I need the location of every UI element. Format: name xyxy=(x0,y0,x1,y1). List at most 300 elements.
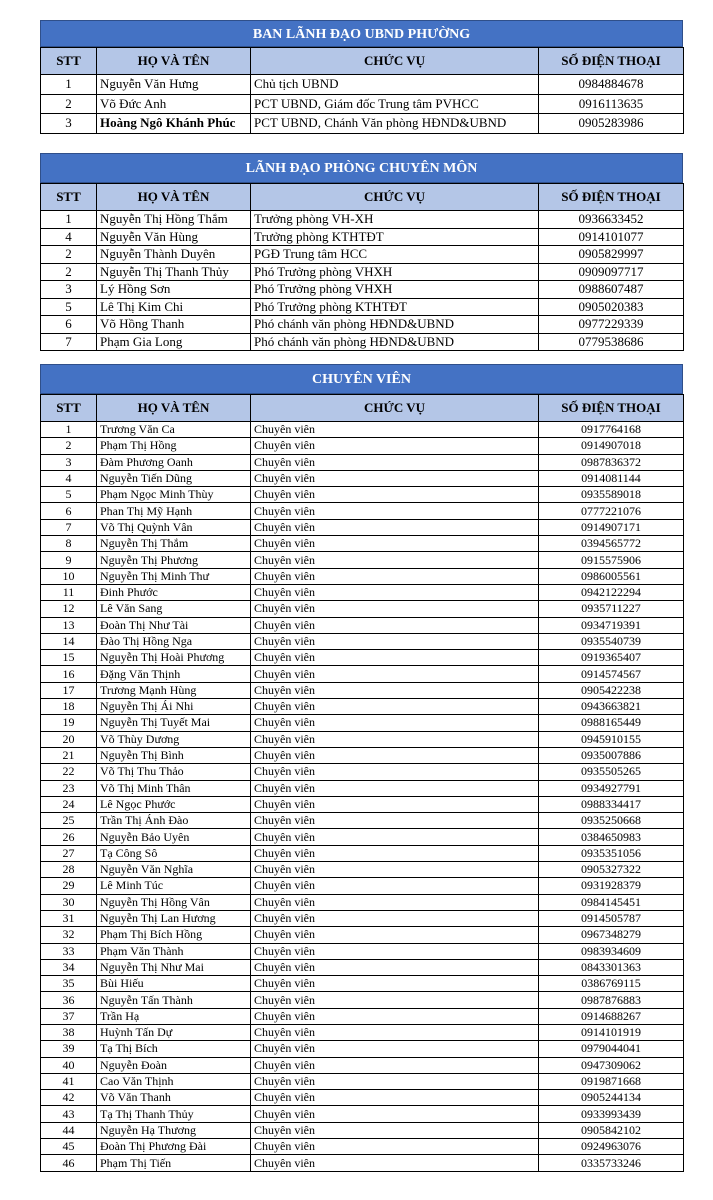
stt-cell: 33 xyxy=(41,943,97,959)
table-row xyxy=(41,438,684,454)
stt-cell: 5 xyxy=(41,298,97,316)
role-cell: Chuyên viên xyxy=(251,1024,539,1040)
stt-cell: 41 xyxy=(41,1073,97,1089)
stt-cell: 36 xyxy=(41,992,97,1008)
stt-cell: 29 xyxy=(41,878,97,894)
table-row xyxy=(41,470,684,486)
table-row xyxy=(41,992,684,1008)
phone-cell: 0384650983 xyxy=(539,829,684,845)
stt-cell: 1 xyxy=(41,422,97,438)
header-name: HỌ VÀ TÊN xyxy=(97,395,251,422)
stt-cell: 25 xyxy=(41,813,97,829)
phone-cell: 0935540739 xyxy=(539,633,684,649)
table-row xyxy=(41,829,684,845)
header-row xyxy=(41,48,684,75)
role-cell: Chuyên viên xyxy=(251,552,539,568)
name-cell: Phan Thị Mỹ Hạnh xyxy=(97,503,251,519)
header-stt: STT xyxy=(41,395,97,422)
name-cell: Tạ Thị Thanh Thủy xyxy=(97,1106,251,1122)
leadership-section xyxy=(40,20,683,134)
stt-cell: 43 xyxy=(41,1106,97,1122)
table-row xyxy=(41,601,684,617)
phone-cell: 0914907018 xyxy=(539,438,684,454)
table-row xyxy=(41,894,684,910)
name-cell: Lê Minh Túc xyxy=(97,878,251,894)
table-row xyxy=(41,1106,684,1122)
role-cell: Chuyên viên xyxy=(251,422,539,438)
role-cell: Phó chánh văn phòng HĐND&UBND xyxy=(251,316,539,334)
name-cell: Nguyễn Thành Duyên xyxy=(97,246,251,264)
role-cell: Chuyên viên xyxy=(251,454,539,470)
header-name: HỌ VÀ TÊN xyxy=(97,48,251,75)
role-cell: Phó Trưởng phòng VHXH xyxy=(251,263,539,281)
phone-cell: 0947309062 xyxy=(539,1057,684,1073)
stt-cell: 35 xyxy=(41,976,97,992)
table-row xyxy=(41,1024,684,1040)
role-cell: Chuyên viên xyxy=(251,894,539,910)
phone-cell: 0935505265 xyxy=(539,764,684,780)
role-cell: Chuyên viên xyxy=(251,1155,539,1171)
table-row xyxy=(41,584,684,600)
role-cell: Chuyên viên xyxy=(251,976,539,992)
name-cell: Đào Thị Hồng Nga xyxy=(97,633,251,649)
name-cell: Nguyễn Thị Minh Thư xyxy=(97,568,251,584)
role-cell: Chuyên viên xyxy=(251,584,539,600)
table-row xyxy=(41,211,684,229)
phone-cell: 0967348279 xyxy=(539,927,684,943)
name-cell: Nguyễn Thị Như Mai xyxy=(97,959,251,975)
stt-cell: 26 xyxy=(41,829,97,845)
stt-cell: 20 xyxy=(41,731,97,747)
phone-cell: 0905829997 xyxy=(539,246,684,264)
stt-cell: 5 xyxy=(41,487,97,503)
table-row xyxy=(41,568,684,584)
name-cell: Cao Văn Thịnh xyxy=(97,1073,251,1089)
table-row xyxy=(41,1008,684,1024)
phone-cell: 0777221076 xyxy=(539,503,684,519)
role-cell: Chuyên viên xyxy=(251,617,539,633)
table-row xyxy=(41,780,684,796)
phone-cell: 0335733246 xyxy=(539,1155,684,1171)
phone-cell: 0919871668 xyxy=(539,1073,684,1089)
department-leaders-section xyxy=(40,153,683,351)
name-cell: Đàm Phương Oanh xyxy=(97,454,251,470)
role-cell: Phó Trưởng phòng KTHTĐT xyxy=(251,298,539,316)
role-cell: Chuyên viên xyxy=(251,715,539,731)
role-cell: Chuyên viên xyxy=(251,568,539,584)
role-cell: Chuyên viên xyxy=(251,747,539,763)
table-row xyxy=(41,878,684,894)
name-cell: Nguyễn Thị Thanh Thủy xyxy=(97,263,251,281)
role-cell: Chuyên viên xyxy=(251,438,539,454)
phone-cell: 0936633452 xyxy=(539,211,684,229)
table-row xyxy=(41,747,684,763)
role-cell: Chuyên viên xyxy=(251,780,539,796)
name-cell: Nguyễn Thị Thắm xyxy=(97,536,251,552)
table-row xyxy=(41,333,684,351)
name-cell: Nguyễn Văn Hưng xyxy=(97,75,251,95)
name-cell: Phạm Gia Long xyxy=(97,333,251,351)
phone-cell: 0984884678 xyxy=(539,75,684,95)
stt-cell: 16 xyxy=(41,666,97,682)
table-row xyxy=(41,617,684,633)
phone-cell: 0917764168 xyxy=(539,422,684,438)
stt-cell: 37 xyxy=(41,1008,97,1024)
table-row xyxy=(41,94,684,114)
role-cell: Chuyên viên xyxy=(251,503,539,519)
role-cell: Chuyên viên xyxy=(251,470,539,486)
stt-cell: 8 xyxy=(41,536,97,552)
phone-cell: 0987836372 xyxy=(539,454,684,470)
table-row xyxy=(41,422,684,438)
department-leaders-title: LÃNH ĐẠO PHÒNG CHUYÊN MÔN xyxy=(40,153,683,183)
role-cell: Chuyên viên xyxy=(251,1057,539,1073)
stt-cell: 15 xyxy=(41,650,97,666)
phone-cell: 0386769115 xyxy=(539,976,684,992)
role-cell: Trưởng phòng KTHTĐT xyxy=(251,228,539,246)
stt-cell: 2 xyxy=(41,263,97,281)
role-cell: Chuyên viên xyxy=(251,519,539,535)
stt-cell: 21 xyxy=(41,747,97,763)
phone-cell: 0905842102 xyxy=(539,1122,684,1138)
stt-cell: 22 xyxy=(41,764,97,780)
stt-cell: 24 xyxy=(41,796,97,812)
role-cell: Chuyên viên xyxy=(251,1041,539,1057)
table-row xyxy=(41,845,684,861)
stt-cell: 45 xyxy=(41,1139,97,1155)
stt-cell: 1 xyxy=(41,211,97,229)
table-row xyxy=(41,536,684,552)
role-cell: PCT UBND, Chánh Văn phòng HĐND&UBND xyxy=(251,114,539,134)
name-cell: Nguyễn Thị Bình xyxy=(97,747,251,763)
role-cell: Chuyên viên xyxy=(251,959,539,975)
role-cell: Chuyên viên xyxy=(251,813,539,829)
name-cell: Võ Thị Minh Thân xyxy=(97,780,251,796)
stt-cell: 3 xyxy=(41,454,97,470)
stt-cell: 12 xyxy=(41,601,97,617)
name-cell: Trương Văn Ca xyxy=(97,422,251,438)
phone-cell: 0979044041 xyxy=(539,1041,684,1057)
name-cell: Phạm Văn Thành xyxy=(97,943,251,959)
role-cell: Chuyên viên xyxy=(251,650,539,666)
name-cell: Phạm Thị Bích Hồng xyxy=(97,927,251,943)
table-row xyxy=(41,731,684,747)
role-cell: Chuyên viên xyxy=(251,1106,539,1122)
role-cell: Chuyên viên xyxy=(251,699,539,715)
header-role: CHỨC VỤ xyxy=(251,395,539,422)
name-cell: Đoàn Thị Phương Đài xyxy=(97,1139,251,1155)
phone-cell: 0934927791 xyxy=(539,780,684,796)
phone-cell: 0942122294 xyxy=(539,584,684,600)
stt-cell: 19 xyxy=(41,715,97,731)
role-cell: Chuyên viên xyxy=(251,862,539,878)
stt-cell: 6 xyxy=(41,316,97,334)
table-row xyxy=(41,487,684,503)
header-name: HỌ VÀ TÊN xyxy=(97,184,251,211)
stt-cell: 30 xyxy=(41,894,97,910)
stt-cell: 23 xyxy=(41,780,97,796)
stt-cell: 13 xyxy=(41,617,97,633)
stt-cell: 46 xyxy=(41,1155,97,1171)
stt-cell: 28 xyxy=(41,862,97,878)
name-cell: Võ Hồng Thanh xyxy=(97,316,251,334)
name-cell: Nguyễn Văn Nghĩa xyxy=(97,862,251,878)
stt-cell: 7 xyxy=(41,519,97,535)
role-cell: Chuyên viên xyxy=(251,601,539,617)
name-cell: Võ Đức Anh xyxy=(97,94,251,114)
table-row xyxy=(41,1057,684,1073)
name-cell: Nguyễn Thị Hồng Vân xyxy=(97,894,251,910)
table-row xyxy=(41,503,684,519)
role-cell: Chuyên viên xyxy=(251,796,539,812)
leadership-title: BAN LÃNH ĐẠO UBND PHƯỜNG xyxy=(40,20,683,47)
table-row xyxy=(41,1155,684,1171)
name-cell: Đoàn Thị Như Tài xyxy=(97,617,251,633)
role-cell: Chuyên viên xyxy=(251,1122,539,1138)
role-cell: Chuyên viên xyxy=(251,910,539,926)
role-cell: PGĐ Trung tâm HCC xyxy=(251,246,539,264)
role-cell: Phó chánh văn phòng HĐND&UBND xyxy=(251,333,539,351)
table-row xyxy=(41,519,684,535)
table-row xyxy=(41,1122,684,1138)
role-cell: Chuyên viên xyxy=(251,633,539,649)
staff-rows xyxy=(41,422,684,1172)
table-row xyxy=(41,796,684,812)
name-cell: Võ Thị Quỳnh Vân xyxy=(97,519,251,535)
name-cell: Nguyễn Hạ Thương xyxy=(97,1122,251,1138)
table-row xyxy=(41,1139,684,1155)
name-cell: Nguyễn Tiến Dũng xyxy=(97,470,251,486)
table-row xyxy=(41,764,684,780)
phone-cell: 0977229339 xyxy=(539,316,684,334)
phone-cell: 0914907171 xyxy=(539,519,684,535)
stt-cell: 44 xyxy=(41,1122,97,1138)
name-cell: Lê Văn Sang xyxy=(97,601,251,617)
stt-cell: 2 xyxy=(41,94,97,114)
stt-cell: 1 xyxy=(41,75,97,95)
name-cell: Nguyễn Thị Phương xyxy=(97,552,251,568)
name-cell: Phạm Ngọc Minh Thùy xyxy=(97,487,251,503)
role-cell: Chuyên viên xyxy=(251,666,539,682)
name-cell: Bùi Hiếu xyxy=(97,976,251,992)
staff-title: CHUYÊN VIÊN xyxy=(40,364,683,394)
phone-cell: 0988607487 xyxy=(539,281,684,299)
table-row xyxy=(41,813,684,829)
stt-cell: 40 xyxy=(41,1057,97,1073)
stt-cell: 11 xyxy=(41,584,97,600)
name-cell: Nguyễn Đoàn xyxy=(97,1057,251,1073)
staff-table xyxy=(40,394,684,1172)
stt-cell: 27 xyxy=(41,845,97,861)
name-cell: Trần Thị Ánh Đào xyxy=(97,813,251,829)
header-phone: SỐ ĐIỆN THOẠI xyxy=(539,48,684,75)
role-cell: Chuyên viên xyxy=(251,731,539,747)
name-cell: Trần Hạ xyxy=(97,1008,251,1024)
phone-cell: 0916113635 xyxy=(539,94,684,114)
table-row xyxy=(41,75,684,95)
stt-cell: 38 xyxy=(41,1024,97,1040)
stt-cell: 10 xyxy=(41,568,97,584)
stt-cell: 18 xyxy=(41,699,97,715)
header-role: CHỨC VỤ xyxy=(251,48,539,75)
name-cell: Đinh Phước xyxy=(97,584,251,600)
role-cell: Trưởng phòng VH-XH xyxy=(251,211,539,229)
stt-cell: 9 xyxy=(41,552,97,568)
stt-cell: 2 xyxy=(41,246,97,264)
role-cell: PCT UBND, Giám đốc Trung tâm PVHCC xyxy=(251,94,539,114)
table-row xyxy=(41,114,684,134)
table-row xyxy=(41,263,684,281)
name-cell: Trương Mạnh Hùng xyxy=(97,682,251,698)
phone-cell: 0914505787 xyxy=(539,910,684,926)
table-row xyxy=(41,862,684,878)
role-cell: Chuyên viên xyxy=(251,829,539,845)
stt-cell: 3 xyxy=(41,114,97,134)
phone-cell: 0988165449 xyxy=(539,715,684,731)
role-cell: Phó Trưởng phòng VHXH xyxy=(251,281,539,299)
name-cell: Nguyễn Tấn Thành xyxy=(97,992,251,1008)
phone-cell: 0843301363 xyxy=(539,959,684,975)
role-cell: Chuyên viên xyxy=(251,1090,539,1106)
stt-cell: 3 xyxy=(41,281,97,299)
header-row xyxy=(41,395,684,422)
role-cell: Chuyên viên xyxy=(251,943,539,959)
table-row xyxy=(41,633,684,649)
department-leaders-table xyxy=(40,183,684,351)
stt-cell: 2 xyxy=(41,438,97,454)
stt-cell: 17 xyxy=(41,682,97,698)
phone-cell: 0935250668 xyxy=(539,813,684,829)
phone-cell: 0905283986 xyxy=(539,114,684,134)
role-cell: Chuyên viên xyxy=(251,682,539,698)
name-cell: Lê Ngọc Phước xyxy=(97,796,251,812)
name-cell: Lê Thị Kim Chi xyxy=(97,298,251,316)
phone-cell: 0987876883 xyxy=(539,992,684,1008)
phone-cell: 0919365407 xyxy=(539,650,684,666)
phone-cell: 0924963076 xyxy=(539,1139,684,1155)
role-cell: Chuyên viên xyxy=(251,764,539,780)
name-cell: Huỳnh Tấn Dự xyxy=(97,1024,251,1040)
table-row xyxy=(41,246,684,264)
table-row xyxy=(41,943,684,959)
header-stt: STT xyxy=(41,48,97,75)
table-row xyxy=(41,976,684,992)
role-cell: Chuyên viên xyxy=(251,487,539,503)
staff-section xyxy=(40,364,683,1172)
phone-cell: 0935007886 xyxy=(539,747,684,763)
name-cell: Nguyễn Bảo Uyên xyxy=(97,829,251,845)
table-row xyxy=(41,454,684,470)
name-cell: Hoàng Ngô Khánh Phúc xyxy=(97,114,251,134)
header-stt: STT xyxy=(41,184,97,211)
role-cell: Chuyên viên xyxy=(251,845,539,861)
phone-cell: 0394565772 xyxy=(539,536,684,552)
header-role: CHỨC VỤ xyxy=(251,184,539,211)
stt-cell: 42 xyxy=(41,1090,97,1106)
name-cell: Tạ Công Sô xyxy=(97,845,251,861)
phone-cell: 0914688267 xyxy=(539,1008,684,1024)
phone-cell: 0914101077 xyxy=(539,228,684,246)
phone-cell: 0935589018 xyxy=(539,487,684,503)
phone-cell: 0988334417 xyxy=(539,796,684,812)
phone-cell: 0935351056 xyxy=(539,845,684,861)
stt-cell: 32 xyxy=(41,927,97,943)
phone-cell: 0905020383 xyxy=(539,298,684,316)
phone-cell: 0984145451 xyxy=(539,894,684,910)
leadership-rows xyxy=(41,75,684,134)
table-row xyxy=(41,298,684,316)
stt-cell: 31 xyxy=(41,910,97,926)
role-cell: Chuyên viên xyxy=(251,536,539,552)
phone-cell: 0931928379 xyxy=(539,878,684,894)
stt-cell: 39 xyxy=(41,1041,97,1057)
stt-cell: 34 xyxy=(41,959,97,975)
table-row xyxy=(41,927,684,943)
name-cell: Lý Hồng Sơn xyxy=(97,281,251,299)
table-row xyxy=(41,316,684,334)
name-cell: Nguyễn Thị Tuyết Mai xyxy=(97,715,251,731)
phone-cell: 0905422238 xyxy=(539,682,684,698)
phone-cell: 0914081144 xyxy=(539,470,684,486)
header-row xyxy=(41,184,684,211)
phone-cell: 0779538686 xyxy=(539,333,684,351)
role-cell: Chủ tịch UBND xyxy=(251,75,539,95)
phone-cell: 0934719391 xyxy=(539,617,684,633)
table-row xyxy=(41,650,684,666)
stt-cell: 6 xyxy=(41,503,97,519)
table-row xyxy=(41,959,684,975)
table-row xyxy=(41,1073,684,1089)
name-cell: Nguyễn Thị Ái Nhi xyxy=(97,699,251,715)
phone-cell: 0914574567 xyxy=(539,666,684,682)
phone-cell: 0914101919 xyxy=(539,1024,684,1040)
table-row xyxy=(41,228,684,246)
role-cell: Chuyên viên xyxy=(251,1139,539,1155)
role-cell: Chuyên viên xyxy=(251,992,539,1008)
name-cell: Nguyễn Thị Hồng Thắm xyxy=(97,211,251,229)
table-row xyxy=(41,910,684,926)
phone-cell: 0905327322 xyxy=(539,862,684,878)
phone-cell: 0943663821 xyxy=(539,699,684,715)
role-cell: Chuyên viên xyxy=(251,878,539,894)
phone-cell: 0945910155 xyxy=(539,731,684,747)
header-phone: SỐ ĐIỆN THOẠI xyxy=(539,395,684,422)
table-row xyxy=(41,682,684,698)
phone-cell: 0935711227 xyxy=(539,601,684,617)
phone-cell: 0905244134 xyxy=(539,1090,684,1106)
phone-cell: 0983934609 xyxy=(539,943,684,959)
table-row xyxy=(41,699,684,715)
header-phone: SỐ ĐIỆN THOẠI xyxy=(539,184,684,211)
table-row xyxy=(41,1090,684,1106)
name-cell: Đặng Văn Thịnh xyxy=(97,666,251,682)
table-row xyxy=(41,666,684,682)
name-cell: Nguyễn Văn Hùng xyxy=(97,228,251,246)
table-row xyxy=(41,715,684,731)
phone-cell: 0915575906 xyxy=(539,552,684,568)
name-cell: Nguyễn Thị Hoài Phương xyxy=(97,650,251,666)
name-cell: Tạ Thị Bích xyxy=(97,1041,251,1057)
stt-cell: 4 xyxy=(41,228,97,246)
stt-cell: 14 xyxy=(41,633,97,649)
department-leaders-rows xyxy=(41,211,684,351)
phone-cell: 0986005561 xyxy=(539,568,684,584)
name-cell: Võ Thị Thu Thảo xyxy=(97,764,251,780)
stt-cell: 4 xyxy=(41,470,97,486)
name-cell: Võ Thùy Dương xyxy=(97,731,251,747)
role-cell: Chuyên viên xyxy=(251,1008,539,1024)
table-row xyxy=(41,281,684,299)
